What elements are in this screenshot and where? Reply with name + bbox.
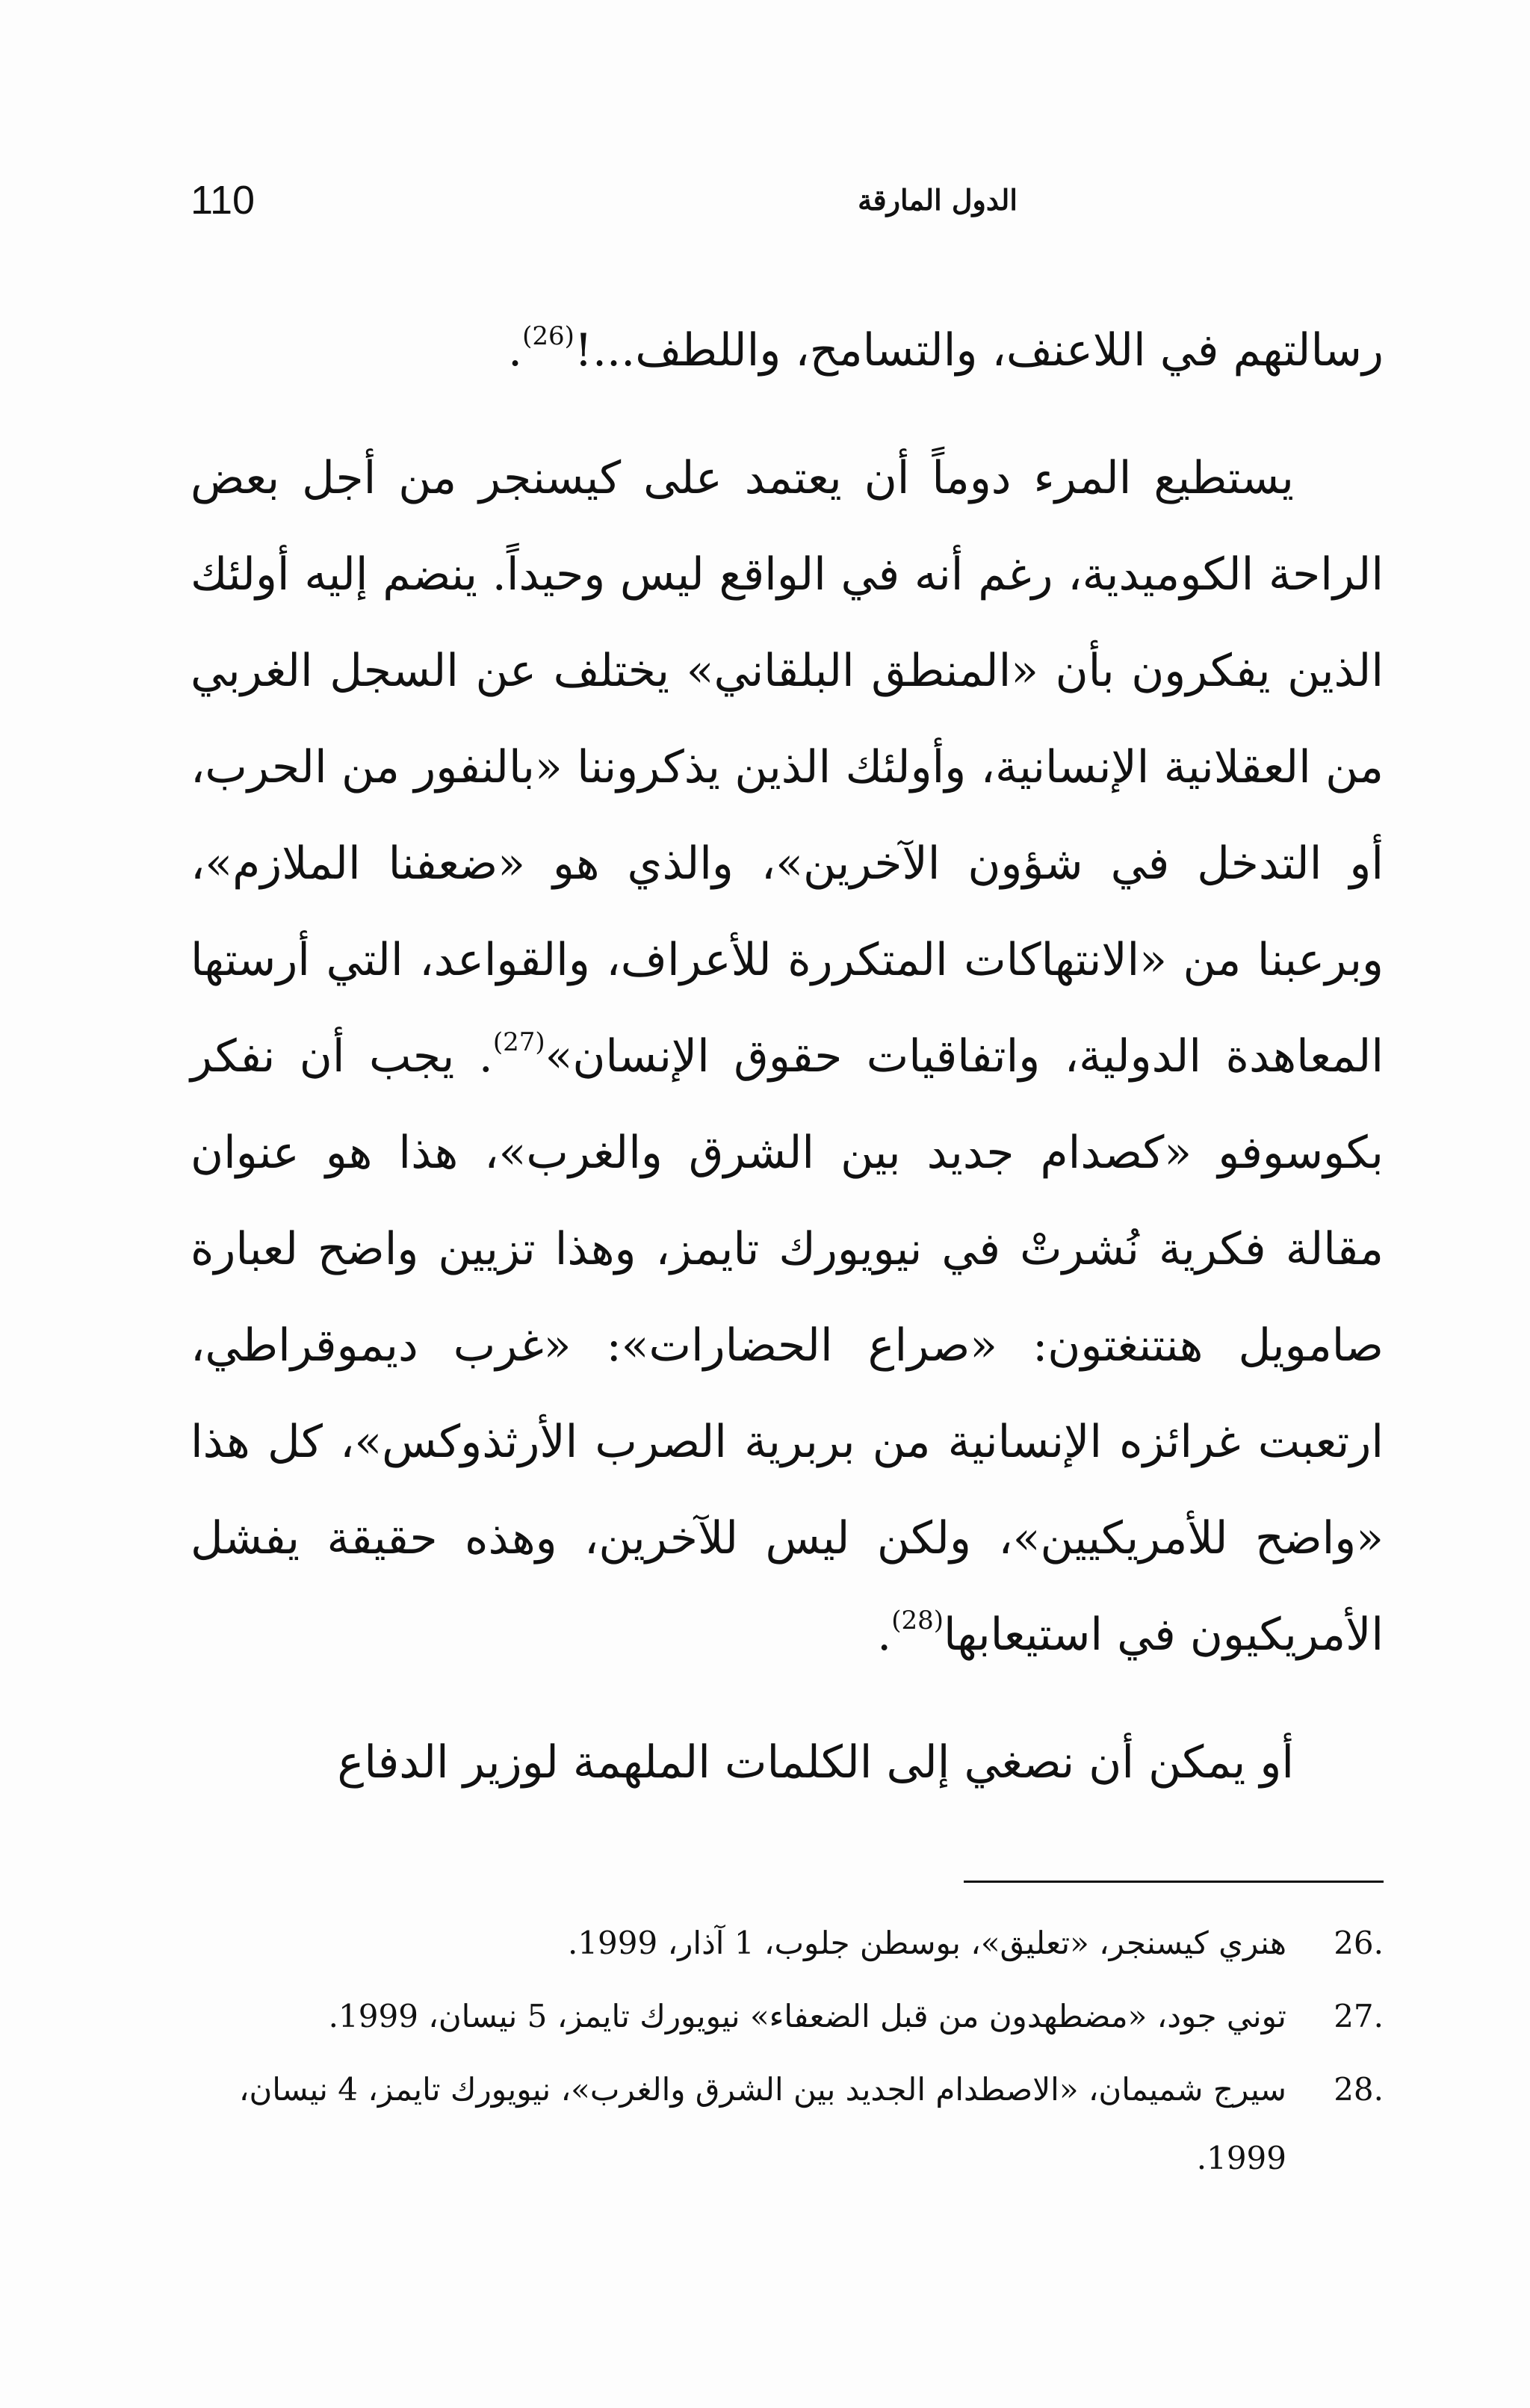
paragraph-3	[191, 1715, 1384, 1811]
paragraph-1	[191, 303, 1384, 399]
footnote-text: توني جود، «مضطهدون من قبل الضعفاء» نيويورك تايمز، 5 نيسان، 1999.	[328, 1998, 1286, 2034]
footnote-number: 28.	[1334, 2071, 1384, 2108]
footnote-separator	[964, 1881, 1384, 1883]
footnote-28	[191, 2055, 1384, 2193]
paragraph-1-text: رسالتهم في اللاعنف، والتسامح، واللطف...!	[574, 324, 1384, 377]
footnote-27	[191, 1982, 1384, 2051]
footnote-number: 27.	[1334, 1998, 1384, 2034]
footnote-number: 26.	[1334, 1925, 1384, 1961]
paragraph-2-text-b: . يجب أن نفكر بكوسوفو «كصدام جديد بين الشرق والغرب»، هذا هو عنوان مقالة فكرية نُشرتْ في نيويورك تايمز، وهذا تزيين واضح لعبارة صامويل هنتنغتون: «صراع الحضارات»: «غرب ديموقراطي، ارتعبت غرائزه الإنسانية من بربرية الصرب الأرثذوكس»، كل هذا «واضح للأمريكيين»، ولكن ليس للآخرين، وهذه حقيقة يفشل الأمريكيون في استيعابها	[191, 1030, 1384, 1661]
running-title: الدول المارقة	[858, 183, 1018, 217]
page-header	[191, 170, 1384, 230]
footnote-text: هنري كيسنجر، «تعليق»، بوسطن جلوب، 1 آذار، 1999.	[567, 1925, 1286, 1961]
body-text	[191, 303, 1384, 1811]
footnote-ref-27[interactable]: (27)	[492, 1027, 545, 1057]
footnotes	[191, 1909, 1384, 2197]
footnote-26	[191, 1909, 1384, 1978]
paragraph-3-text: أو يمكن أن نصغي إلى الكلمات الملهمة لوزير الدفاع	[337, 1736, 1294, 1789]
paragraph-2-text-a: يستطيع المرء دوماً أن يعتمد على كيسنجر من أجل بعض الراحة الكوميدية، رغم أنه في الواقع ليس وحيداً. ينضم إليه أولئك الذين يفكرون بأن «المنطق البلقاني» يختلف عن السجل الغربي من العقلانية الإنسانية، وأولئك الذين يذكروننا «بالنفور من الحرب، أو التدخل في شؤون الآخرين»، والذي هو «ضعفنا الملازم»، وبرعبنا من «الانتهاكات المتكررة للأعراف، والقواعد، التي أرستها المعاهدة الدولية، واتفاقيات حقوق الإنسان»	[191, 452, 1384, 1083]
footnote-ref-26[interactable]: (26)	[522, 321, 574, 351]
paragraph-2-end: .	[877, 1609, 892, 1661]
page-number: 110	[191, 178, 255, 223]
paragraph-2	[191, 430, 1384, 1683]
footnote-ref-28[interactable]: (28)	[891, 1606, 944, 1635]
footnote-text: سيرج شميمان، «الاصطدام الجديد بين الشرق والغرب»، نيويورك تايمز، 4 نيسان، 1999.	[238, 2071, 1286, 2176]
paragraph-1-end: .	[507, 324, 523, 377]
